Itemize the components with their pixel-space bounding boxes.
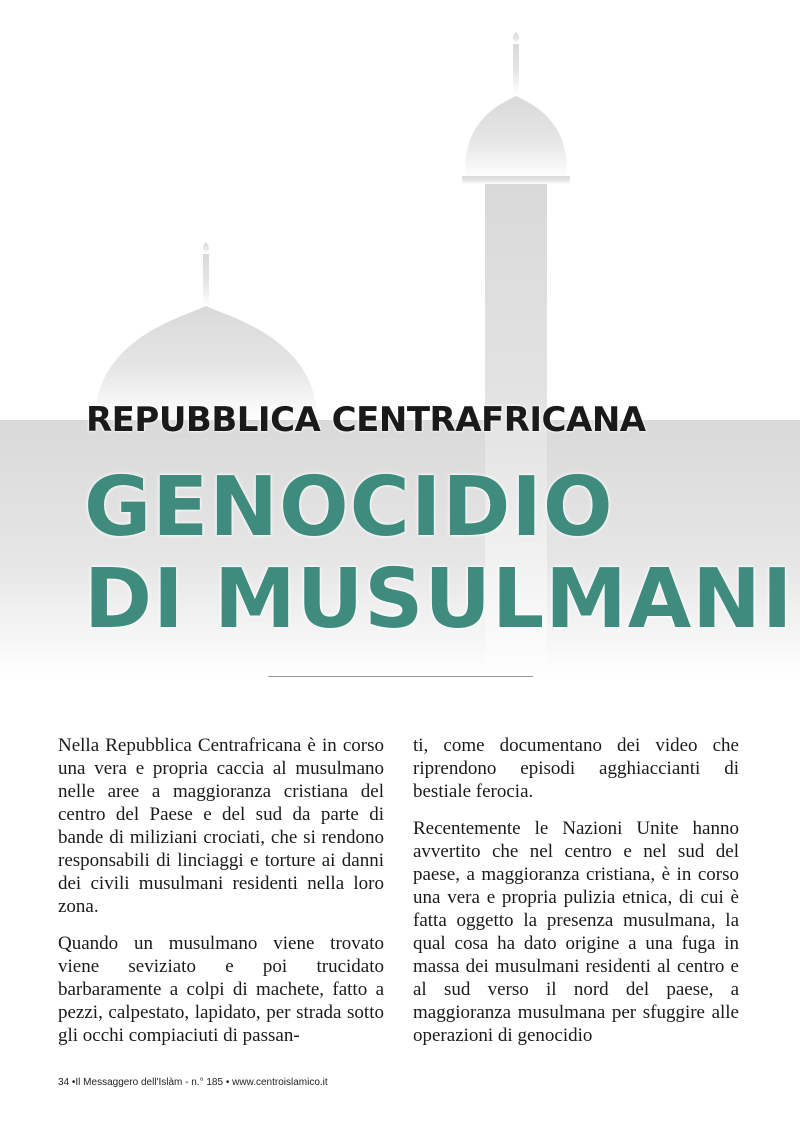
paragraph: Nella Repubblica Centrafricana è in corso una vera e propria caccia al musulmano nelle aree a maggioranza cristiana del centro del Paese e del sud da parte di bande di miliziani crociati, che si rendono responsabili di linciaggi e torture ai danni dei civili musulmani residenti nella loro zona. bbox=[58, 735, 384, 917]
divider bbox=[268, 676, 533, 677]
headline bbox=[84, 462, 793, 646]
article-column-left bbox=[58, 734, 384, 1061]
paragraph: ti, come documentano dei video che riprendono episodi agghiaccianti di bestiale ferocia. bbox=[413, 735, 739, 802]
paragraph: Recentemente le Nazioni Unite hanno avvertito che nel centro e nel sud del paese, a maggioranza cristiana, è in corso una vera e propria pulizia etnica, di cui è fatta oggetto la presenza musulmana, la qual cosa ha dato origine a una fuga in massa dei musulmani residenti al centro e al sud verso il nord del paese, a maggioranza musulmana per sfuggire alle operazioni di genocidio bbox=[413, 818, 739, 1046]
article-column-right bbox=[413, 734, 739, 1061]
page-footer: 34 •Il Messaggero dell'Islàm - n.° 185 • www.centroislamico.it bbox=[58, 1077, 328, 1088]
headline-line-1: GENOCIDIO bbox=[84, 460, 614, 555]
paragraph: Quando un musulmano viene trovato viene seviziato e poi trucidato barbaramente a colpi di machete, fatto a pezzi, calpestato, lapidato, per strada sotto gli occhi compiaciuti di passan- bbox=[58, 933, 384, 1046]
section-kicker: REPUBBLICA CENTRAFRICANA bbox=[86, 400, 646, 440]
headline-line-2: DI MUSULMANI bbox=[84, 552, 794, 647]
